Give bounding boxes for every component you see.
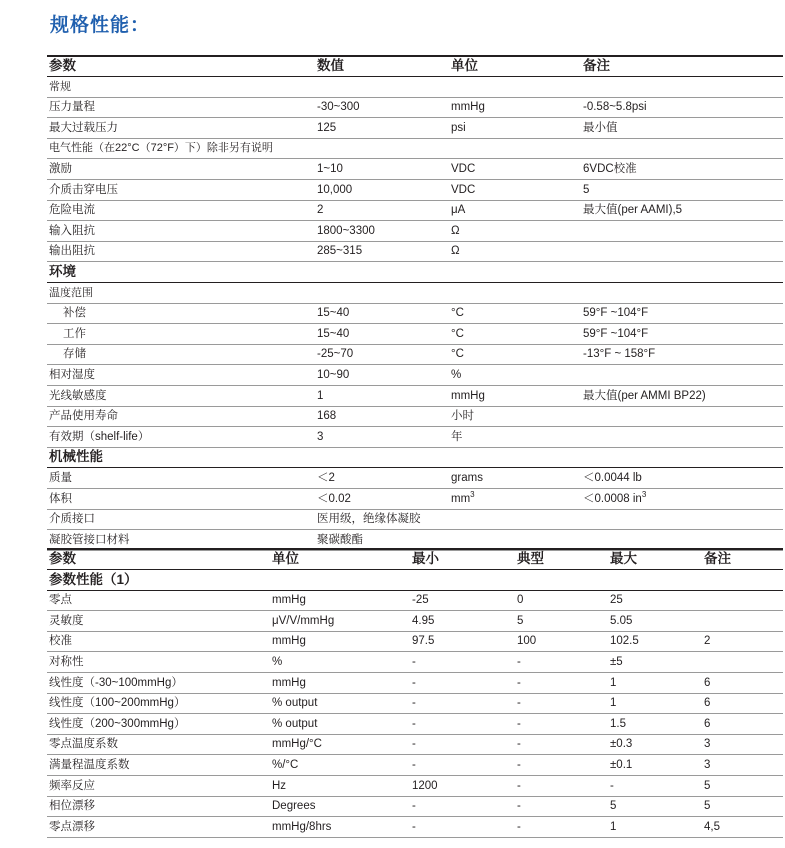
table-row <box>47 283 783 304</box>
column-header: 数值 <box>317 58 344 73</box>
value-cell: 6VDC校准 <box>583 163 637 175</box>
value-cell: ＜0.02 <box>317 492 351 505</box>
column-header: 典型 <box>517 551 544 566</box>
value-cell: 3 <box>704 759 711 771</box>
table-row <box>47 693 783 714</box>
parameter-cell: 光线敏感度 <box>49 389 107 402</box>
value-cell: 97.5 <box>412 635 435 648</box>
value-cell: 5 <box>517 614 524 627</box>
parameter-cell: 零点 <box>49 594 72 607</box>
parameter-cell: 温度范围 <box>49 286 93 299</box>
parameter-cell: 频率反应 <box>49 779 95 792</box>
value-cell: % output <box>272 717 318 730</box>
value-cell: ＜0.0008 $in^3$ <box>583 489 647 505</box>
parameter-cell: 危险电流 <box>49 204 95 217</box>
value-cell: °C <box>451 307 464 320</box>
value-cell: 5 <box>583 183 590 196</box>
parameter-cell: 输出阻抗 <box>49 245 95 258</box>
value-cell: 最小值 <box>583 121 618 134</box>
table-row <box>47 468 783 489</box>
value-cell: ±0.1 <box>610 759 633 771</box>
value-cell: 小时 <box>451 410 474 423</box>
parameter-cell: 介质接口 <box>49 513 95 526</box>
value-cell: - <box>517 779 521 792</box>
value-cell: Degrees <box>272 800 316 813</box>
value-cell: 最大值(per AAMI),5 <box>583 204 683 217</box>
value-cell: -13°F ~ 158°F <box>583 348 656 361</box>
value-cell: 25 <box>610 594 623 607</box>
value-cell: ±5 <box>610 656 623 668</box>
table-row <box>47 406 783 427</box>
parameter-cell: 补偿 <box>63 307 86 320</box>
value-cell: 1 <box>317 389 324 402</box>
value-cell: 5 <box>704 800 711 813</box>
parameter-cell: 介质击穿电压 <box>49 183 118 196</box>
table-row <box>47 241 783 262</box>
value-cell: Ω <box>451 245 460 258</box>
value-cell: VDC <box>451 163 476 175</box>
value-cell: 医用级，绝缘体凝胶 <box>317 513 421 526</box>
value-cell: 聚碳酸酯 <box>317 533 363 546</box>
value-cell: 6 <box>704 697 711 710</box>
value-cell: mmHg/°C <box>272 738 322 751</box>
value-cell: 年 <box>451 430 463 443</box>
value-cell: - <box>517 676 521 689</box>
parameter-cell: 环境 <box>49 264 76 279</box>
parameter-cell: 零点漂移 <box>49 820 95 833</box>
value-cell: mmHg <box>272 594 306 607</box>
value-cell: - <box>517 717 521 730</box>
value-cell: 4.95 <box>412 614 435 627</box>
column-header: 备注 <box>583 58 610 73</box>
value-cell: 125 <box>317 121 337 134</box>
parameter-cell: 输入阻抗 <box>49 224 95 237</box>
value-cell: 5 <box>704 779 711 792</box>
value-cell: 6 <box>704 676 711 689</box>
table-row <box>47 77 783 98</box>
value-cell: 5.05 <box>610 614 633 627</box>
table-header-row <box>47 549 783 570</box>
value-cell: 3 <box>317 430 324 443</box>
value-cell: % <box>272 656 283 668</box>
table-row <box>47 611 783 632</box>
value-cell: 10,000 <box>317 183 353 196</box>
value-cell: 最大值(per AMMI BP22) <box>583 389 706 402</box>
value-cell: - <box>517 820 521 833</box>
column-header: 参数 <box>49 551 76 566</box>
parameter-cell: 存储 <box>63 348 86 361</box>
value-cell: % <box>451 369 462 381</box>
value-cell: VDC <box>451 183 476 196</box>
parameter-cell: 激励 <box>49 163 72 175</box>
value-cell: - <box>517 759 521 771</box>
value-cell: -25 <box>412 594 429 607</box>
table-row <box>47 344 783 365</box>
table-row <box>47 97 783 118</box>
table-row <box>47 631 783 652</box>
table-header-row <box>47 56 783 77</box>
parameter-cell: 相对湿度 <box>49 369 95 381</box>
table-row <box>47 303 783 324</box>
column-header: 参数 <box>49 58 76 73</box>
value-cell: mmHg <box>272 676 306 689</box>
parameter-cell: 零点温度系数 <box>49 738 118 751</box>
value-cell: - <box>412 738 416 751</box>
value-cell: 10~90 <box>317 369 350 381</box>
value-cell: 6 <box>704 717 711 730</box>
parameter-cell: 体积 <box>49 492 72 505</box>
value-cell: %/°C <box>272 759 299 771</box>
value-cell: mmHg <box>451 101 485 114</box>
column-header: 最小 <box>412 551 439 566</box>
table-row <box>47 755 783 776</box>
parameter-cell: 线性度（100~200mmHg） <box>49 697 186 710</box>
value-cell: mmHg/8hrs <box>272 820 332 833</box>
value-cell: - <box>412 820 416 833</box>
table-row <box>47 489 783 510</box>
parameter-cell: 电气性能（在22°C（72°F）下）除非另有说明 <box>49 142 273 155</box>
table-row <box>47 118 783 139</box>
value-cell: 2 <box>317 204 324 217</box>
value-cell: 1 <box>610 676 617 689</box>
value-cell: 3 <box>704 738 711 751</box>
table-row <box>47 427 783 448</box>
parameter-cell: 相位漂移 <box>49 800 95 813</box>
table-row <box>47 509 783 530</box>
value-cell: - <box>412 676 416 689</box>
value-cell: 5 <box>610 800 617 813</box>
value-cell: μA <box>451 204 466 217</box>
value-cell: 59°F ~104°F <box>583 327 649 340</box>
page-title: 规格性能： <box>50 15 151 36</box>
table-row <box>47 138 783 159</box>
parameter-cell: 有效期（shelf-life） <box>49 430 150 443</box>
section-row <box>47 447 783 468</box>
value-cell: Ω <box>451 224 460 237</box>
column-header: 单位 <box>451 58 478 73</box>
table-row <box>47 817 783 838</box>
table-row <box>47 652 783 673</box>
value-cell: Hz <box>272 779 287 792</box>
table-row <box>47 714 783 735</box>
value-cell: mmHg <box>451 389 485 402</box>
parameter-cell: 对称性 <box>49 656 84 668</box>
value-cell: ＜2 <box>317 472 335 484</box>
table-row <box>47 221 783 242</box>
value-cell: 168 <box>317 410 337 423</box>
value-cell: 1800~3300 <box>317 224 375 237</box>
parameter-cell: 线性度（-30~100mmHg） <box>49 676 183 689</box>
table-row <box>47 590 783 611</box>
value-cell: ±0.3 <box>610 738 633 751</box>
value-cell: 102.5 <box>610 635 639 648</box>
value-cell: 0 <box>517 594 524 607</box>
parameter-cell: 线性度（200~300mmHg） <box>49 717 186 730</box>
value-cell: -30~300 <box>317 101 360 114</box>
section-title: 参数性能（1） <box>49 571 138 587</box>
value-cell: -25~70 <box>317 348 354 361</box>
parameter-cell: 凝胶管接口材料 <box>49 533 130 546</box>
section-row <box>47 570 783 591</box>
column-header: 备注 <box>704 551 731 566</box>
value-cell: 1 <box>610 820 617 833</box>
value-cell: $mm^3$ <box>451 489 475 505</box>
value-cell: - <box>517 800 521 813</box>
column-header: 最大 <box>610 551 637 566</box>
value-cell: 100 <box>517 635 537 648</box>
value-cell: grams <box>451 472 483 484</box>
value-cell: 2 <box>704 635 711 648</box>
value-cell: μV/V/mmHg <box>272 614 335 627</box>
value-cell: - <box>610 779 614 792</box>
table-row <box>47 159 783 180</box>
table-row <box>47 324 783 345</box>
parameter-cell: 工作 <box>63 327 86 340</box>
table-row <box>47 365 783 386</box>
value-cell: - <box>412 697 416 710</box>
value-cell: - <box>517 697 521 710</box>
value-cell: 1 <box>610 697 617 710</box>
table-row <box>47 180 783 201</box>
value-cell: 285~315 <box>317 245 363 258</box>
table-row <box>47 776 783 797</box>
parameter-cell: 满量程温度系数 <box>49 759 130 771</box>
value-cell: - <box>412 717 416 730</box>
value-cell: - <box>517 738 521 751</box>
table-row <box>47 673 783 694</box>
section-row <box>47 262 783 283</box>
parameter-cell: 常规 <box>49 80 71 93</box>
parameter-cell: 灵敏度 <box>49 614 84 627</box>
value-cell: - <box>412 759 416 771</box>
value-cell: 1~10 <box>317 163 343 175</box>
column-header: 单位 <box>272 551 299 566</box>
parameter-cell: 压力量程 <box>49 101 95 114</box>
value-cell: - <box>412 656 416 668</box>
table-row <box>47 200 783 221</box>
table-row <box>47 734 783 755</box>
value-cell: -0.58~5.8psi <box>583 101 647 114</box>
parameter-cell: 产品使用寿命 <box>49 410 118 423</box>
value-cell: psi <box>451 121 466 134</box>
value-cell: mmHg <box>272 635 306 648</box>
value-cell: - <box>412 800 416 813</box>
value-cell: 1.5 <box>610 717 626 730</box>
table-row <box>47 796 783 817</box>
parameter-cell: 校准 <box>49 635 72 648</box>
parameter-cell: 最大过载压力 <box>49 121 118 134</box>
value-cell: % output <box>272 697 318 710</box>
value-cell: 15~40 <box>317 327 350 340</box>
parameter-cell: 机械性能 <box>49 449 103 465</box>
value-cell: 15~40 <box>317 307 350 320</box>
value-cell: 59°F ~104°F <box>583 307 649 320</box>
parameter-cell: 质量 <box>49 472 72 484</box>
value-cell: ＜0.0044 lb <box>583 472 642 484</box>
value-cell: 4,5 <box>704 820 720 833</box>
value-cell: °C <box>451 327 464 340</box>
value-cell: 1200 <box>412 779 438 792</box>
table-row <box>47 386 783 407</box>
value-cell: °C <box>451 348 464 361</box>
value-cell: - <box>517 656 521 668</box>
